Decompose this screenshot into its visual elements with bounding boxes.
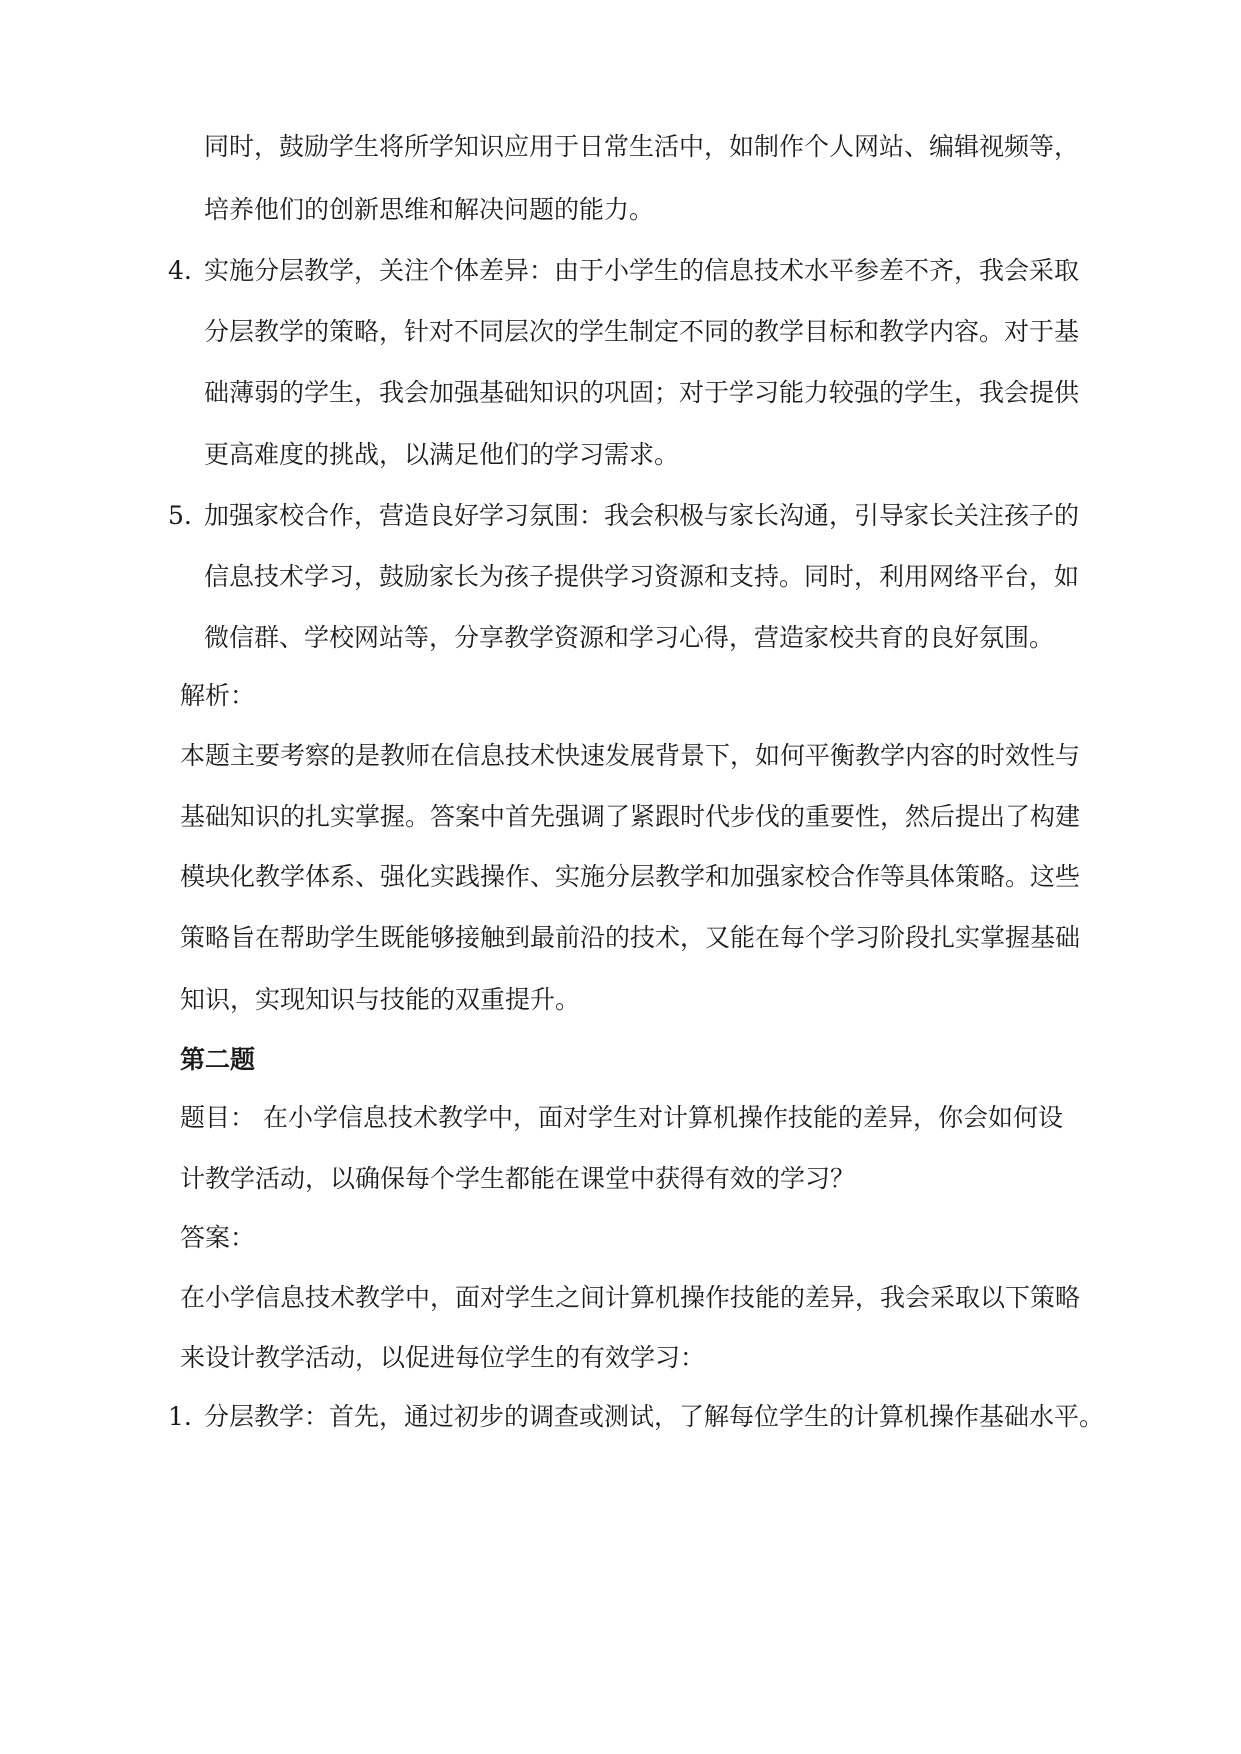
q2-question-line-1: 题目： 在小学信息技术教学中，面对学生对计算机操作技能的差异，你会如何设	[180, 1103, 1063, 1132]
item4-line-2: 分层教学的策略，针对不同层次的学生制定不同的教学目标和教学内容。对于基	[204, 317, 1080, 346]
analysis-line-5: 知识，实现知识与技能的双重提升。	[180, 985, 581, 1014]
q2-answer-intro-line-2: 来设计教学活动，以促进每位学生的有效学习：	[180, 1343, 706, 1372]
q2-item1-number: 1.	[168, 1402, 192, 1431]
item3-line-1: 同时，鼓励学生将所学知识应用于日常生活中，如制作个人网站、编辑视频等，	[204, 132, 1080, 161]
q2-heading: 第二题	[180, 1045, 256, 1074]
item4-line-4: 更高难度的挑战，以满足他们的学习需求。	[204, 440, 680, 469]
q2-question-line-2: 计教学活动，以确保每个学生都能在课堂中获得有效的学习？	[180, 1164, 856, 1193]
item4-line-3: 础薄弱的学生，我会加强基础知识的巩固；对于学习能力较强的学生，我会提供	[204, 378, 1080, 407]
item5-line-1: 加强家校合作，营造良好学习氛围：我会积极与家长沟通，引导家长关注孩子的	[204, 501, 1080, 530]
q2-item1-line: 分层教学：首先，通过初步的调查或测试，了解每位学生的计算机操作基础水平。	[204, 1402, 1105, 1431]
analysis-line-3: 模块化教学体系、强化实践操作、实施分层教学和加强家校合作等具体策略。这些	[180, 862, 1081, 891]
q2-answer-label: 答案：	[180, 1223, 256, 1252]
item5-number: 5.	[168, 501, 192, 530]
q2-answer-intro-line-1: 在小学信息技术教学中，面对学生之间计算机操作技能的差异，我会采取以下策略	[180, 1283, 1081, 1312]
item5-line-3: 微信群、学校网站等，分享教学资源和学习心得，营造家校共育的良好氛围。	[204, 623, 1055, 652]
item5-line-2: 信息技术学习，鼓励家长为孩子提供学习资源和支持。同时，利用网络平台，如	[204, 562, 1080, 591]
item3-line-2: 培养他们的创新思维和解决问题的能力。	[204, 195, 655, 224]
analysis-label: 解析：	[180, 681, 256, 710]
item4-number: 4.	[168, 256, 192, 285]
item4-line-1: 实施分层教学，关注个体差异：由于小学生的信息技术水平参差不齐，我会采取	[204, 256, 1080, 285]
analysis-line-1: 本题主要考察的是教师在信息技术快速发展背景下，如何平衡教学内容的时效性与	[180, 741, 1081, 770]
analysis-line-4: 策略旨在帮助学生既能够接触到最前沿的技术，又能在每个学习阶段扎实掌握基础	[180, 923, 1081, 952]
analysis-line-2: 基础知识的扎实掌握。答案中首先强调了紧跟时代步伐的重要性，然后提出了构建	[180, 802, 1081, 831]
